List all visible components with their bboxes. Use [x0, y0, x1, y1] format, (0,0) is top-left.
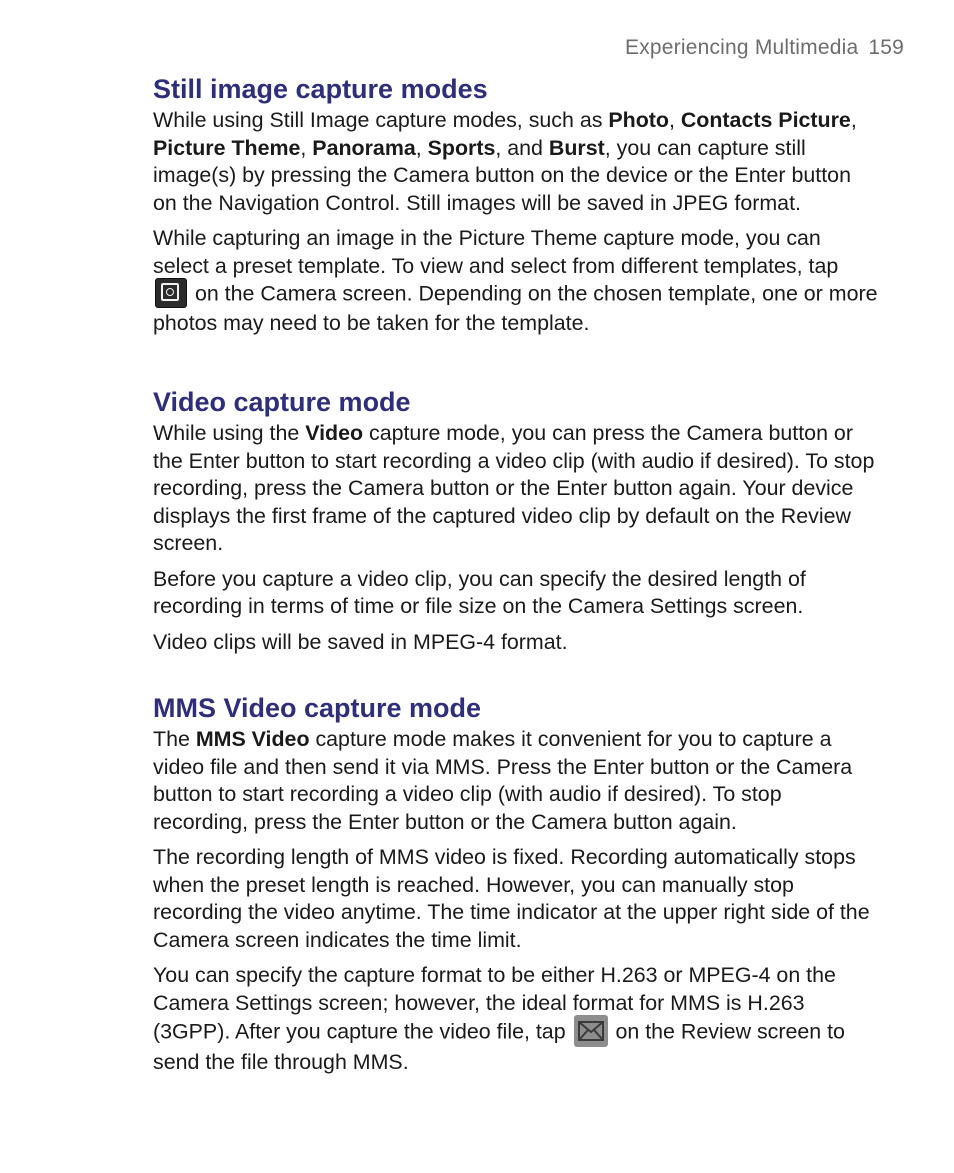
header-section-title: Experiencing Multimedia	[624, 36, 859, 59]
heading-still-image: Still image capture modes	[153, 74, 488, 104]
section-still-image	[153, 73, 878, 338]
video-paragraph-2: Before you capture a video clip, you can specify the desired length of recording in terms of time or file size on the Camera Settings screen.	[153, 566, 806, 618]
mms-paragraph-2: The recording length of MMS video is fixed. Recording automatically stops when the preset length is reached. However, you can manually stop recording the video anytime. The time indicator at the upper right side of the Camera screen indicates the time limit.	[153, 845, 870, 952]
heading-mms-video: MMS Video capture mode	[153, 693, 482, 723]
video-paragraph-3: Video clips will be saved in MPEG-4 format.	[153, 629, 568, 654]
still-paragraph-1: While using Still Image capture modes, such as Photo, Contacts Picture, Picture Theme, Panorama, Sports, and Burst, you can capture still image(s) by pressing the Camera button on the device or the Enter button on the Navigation Control. Still images will be saved in JPEG format.	[153, 108, 857, 215]
section-mms-video	[153, 692, 878, 1077]
still-paragraph-2: While capturing an image in the Picture Theme capture mode, you can select a preset template. To view and select from different templates, tap on the Camera screen. Depending on the chosen template, one or more photos may need to be taken for the template.	[153, 226, 878, 335]
video-paragraph-1: While using the Video capture mode, you can press the Camera button or the Enter button to start recording a video clip (with audio if desired). To stop recording, press the Camera button or the Enter button again. Your device displays the first frame of the captured video clip by default on the Review screen.	[153, 421, 875, 555]
mms-paragraph-3: You can specify the capture format to be either H.263 or MPEG-4 on the Camera Settings screen; however, the ideal format for MMS is H.263 (3GPP). After you capture the video file, tap on the Review screen to send the file through MMS.	[153, 963, 845, 1074]
running-header	[625, 36, 904, 60]
mms-paragraph-1: The MMS Video capture mode makes it convenient for you to capture a video file and then send it via MMS. Press the Enter button or the Camera button to start recording a video clip (with audio if desired). To stop recording, press the Enter button or the Camera button again.	[153, 727, 853, 834]
heading-video: Video capture mode	[153, 387, 411, 417]
section-video	[153, 386, 878, 656]
mms-send-icon[interactable]	[574, 1015, 608, 1047]
picture-theme-icon[interactable]	[155, 278, 187, 308]
page-number: 159	[868, 36, 904, 59]
